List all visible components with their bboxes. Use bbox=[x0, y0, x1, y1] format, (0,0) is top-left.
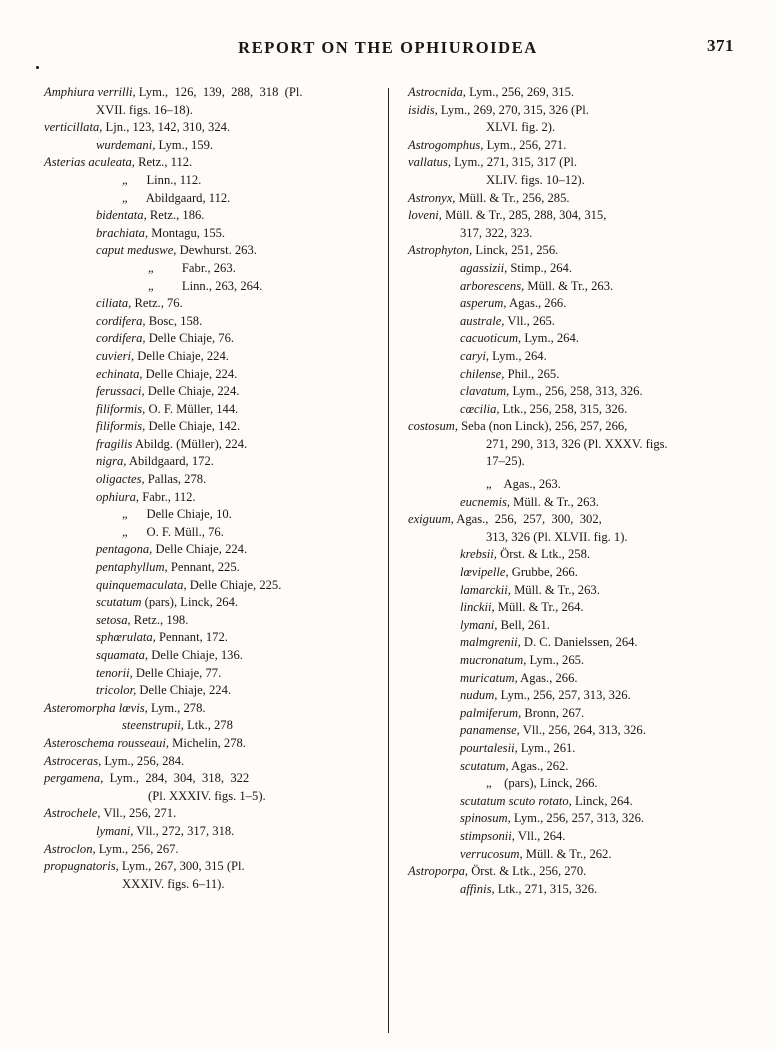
index-entry bbox=[96, 242, 384, 260]
index-entry-name: cordifera, bbox=[96, 313, 146, 328]
index-entry-refs: Lym., 264. bbox=[489, 348, 547, 363]
index-entry-refs: O. F. Müller, 144. bbox=[145, 401, 239, 416]
index-entry-name: spinosum, bbox=[460, 811, 511, 826]
index-entry-name: Astrophyton, bbox=[408, 243, 473, 258]
index-entry bbox=[96, 559, 384, 577]
index-entry-refs: Delle Chiaje, 224. bbox=[142, 366, 238, 381]
index-entry-refs: Lym., 271, 315, 317 (Pl. bbox=[451, 155, 577, 170]
index-entry-name: pentaphyllum, bbox=[96, 560, 168, 575]
index-entry-name: pourtalesii, bbox=[460, 740, 518, 755]
index-entry bbox=[44, 858, 384, 876]
index-entry-refs: „ Delle Chiaje, 10. bbox=[122, 507, 232, 522]
index-entry-refs: 317, 322, 323. bbox=[460, 225, 533, 240]
index-entry-refs: Örst. & Ltk., 258. bbox=[496, 547, 591, 562]
index-entry-name: eucnemis, bbox=[460, 494, 511, 509]
index-entry-refs: Lym., 261. bbox=[517, 740, 576, 755]
index-entry bbox=[44, 753, 384, 771]
index-entry-refs: Lym., 159. bbox=[155, 137, 214, 152]
index-entry-refs: Lym., 256, 271. bbox=[483, 137, 567, 152]
index-entry-name: cœcilia, bbox=[460, 401, 500, 416]
index-entry-refs: Lym., 256, 267. bbox=[95, 841, 179, 856]
index-entry-refs: Lym., 284, 304, 318, 322 bbox=[103, 771, 250, 786]
index-entry-name: wurdemani, bbox=[96, 137, 156, 152]
index-entry-name: pentagona, bbox=[96, 542, 153, 557]
index-entry bbox=[44, 119, 384, 137]
index-entry-name: cordifera, bbox=[96, 331, 146, 346]
index-entry-name: filiformis, bbox=[96, 419, 146, 434]
index-entry-name: Astroclon, bbox=[44, 841, 96, 856]
index-entry-refs: Müll. & Tr., 285, 288, 304, 315, bbox=[441, 208, 607, 223]
index-entry-name: oligactes, bbox=[96, 472, 145, 487]
index-entry-refs: Abildg. (Müller), 224. bbox=[132, 436, 248, 451]
index-entry bbox=[460, 617, 748, 635]
index-entry bbox=[44, 84, 384, 102]
index-entry-name: krebsii, bbox=[460, 547, 497, 562]
index-entry-refs: Linck, 251, 256. bbox=[472, 243, 559, 258]
index-entry bbox=[122, 876, 384, 894]
index-entry-name: scutatum bbox=[96, 595, 142, 610]
index-entry bbox=[408, 190, 748, 208]
index-entry bbox=[408, 207, 748, 225]
index-entry-refs: Ltk., 278 bbox=[183, 718, 233, 733]
index-entry-refs: Pennant, 172. bbox=[155, 630, 228, 645]
index-entry bbox=[408, 418, 748, 436]
index-entry-refs: Pallas, 278. bbox=[144, 472, 207, 487]
index-entry bbox=[148, 260, 384, 278]
index-entry bbox=[460, 564, 748, 582]
index-entry bbox=[44, 770, 384, 788]
index-entry-refs: 313, 326 (Pl. XLVII. fig. 1). bbox=[486, 529, 628, 544]
index-entry bbox=[96, 453, 384, 471]
index-entry-refs: Retz., 112. bbox=[134, 155, 193, 170]
index-entry bbox=[408, 137, 748, 155]
index-entry-refs: „ (pars), Linck, 266. bbox=[486, 776, 598, 791]
index-entry bbox=[122, 524, 384, 542]
index-entry bbox=[96, 225, 384, 243]
index-entry bbox=[96, 823, 384, 841]
index-entry bbox=[460, 670, 748, 688]
index-entry-refs: „ Abildgaard, 112. bbox=[122, 190, 231, 205]
index-entry-refs: Lym., 256, 284. bbox=[101, 753, 185, 768]
index-entry-refs: Michelin, 278. bbox=[169, 735, 246, 750]
index-entry-name: mucronatum, bbox=[460, 653, 527, 667]
index-entry-refs: Vll., 256, 271. bbox=[100, 806, 177, 821]
index-entry bbox=[122, 190, 384, 208]
index-entry-refs: Vll., 264. bbox=[514, 828, 566, 843]
index-entry bbox=[486, 436, 748, 454]
index-entry bbox=[486, 529, 748, 547]
index-entry-refs: Bronn, 267. bbox=[521, 705, 585, 720]
index-entry bbox=[460, 793, 748, 811]
index-entry bbox=[486, 476, 748, 494]
index-entry bbox=[460, 546, 748, 564]
index-entry-name: lymani, bbox=[460, 617, 498, 632]
index-entry bbox=[96, 313, 384, 331]
index-entry bbox=[122, 172, 384, 190]
index-entry bbox=[460, 634, 748, 652]
index-entry-refs: Linck, 264. bbox=[571, 793, 633, 808]
index-entry bbox=[460, 810, 748, 828]
page-header bbox=[0, 38, 776, 58]
index-entry bbox=[44, 841, 384, 859]
index-entry bbox=[460, 494, 748, 512]
index-entry-refs: Örst. & Ltk., 256, 270. bbox=[468, 864, 587, 879]
index-entry-name: caput meduswe, bbox=[96, 243, 177, 258]
index-entry-refs: Retz., 76. bbox=[131, 296, 183, 311]
index-entry-name: propugnatoris, bbox=[44, 859, 119, 874]
index-entry-name: cuvieri, bbox=[96, 348, 135, 363]
page-number: 371 bbox=[707, 36, 734, 55]
index-entry bbox=[460, 846, 748, 864]
index-entry-refs: (Pl. XXXIV. figs. 1–5). bbox=[148, 788, 266, 803]
index-entry-refs: Lym., 278. bbox=[147, 700, 206, 715]
index-entry-name: australe, bbox=[460, 313, 505, 328]
index-entry bbox=[96, 594, 384, 612]
index-entry-name: Astroceras, bbox=[44, 753, 102, 768]
index-entry-name: palmiferum, bbox=[460, 705, 522, 720]
index-entry bbox=[460, 348, 748, 366]
index-entry-name: fragilis bbox=[96, 436, 133, 451]
index-entry-refs: „ Linn., 263, 264. bbox=[148, 278, 263, 293]
index-entry-name: Astroporpa, bbox=[408, 864, 469, 879]
index-entry-name: caryi, bbox=[460, 348, 490, 363]
index-entry-name: malmgrenii, bbox=[460, 635, 521, 650]
index-entry bbox=[460, 260, 748, 278]
index-entry-refs: Fabr., 112. bbox=[139, 489, 196, 504]
right-column bbox=[408, 84, 748, 898]
index-entry bbox=[122, 506, 384, 524]
index-entry-refs: Müll. & Tr., 256, 285. bbox=[455, 190, 570, 205]
index-entry-refs: Lym., 264. bbox=[521, 331, 579, 346]
index-entry bbox=[96, 401, 384, 419]
index-entry-refs: Agas., 266. bbox=[517, 670, 578, 685]
index-entry-name: clavatum, bbox=[460, 384, 510, 399]
index-entry-refs: Lym., 265. bbox=[526, 653, 585, 667]
index-entry bbox=[44, 154, 384, 172]
index-entry bbox=[96, 102, 384, 120]
index-entry-refs: Agas., 256, 257, 300, 302, bbox=[453, 512, 602, 527]
index-entry bbox=[96, 295, 384, 313]
index-entry-name: costosum, bbox=[408, 419, 459, 434]
margin-dot-icon bbox=[36, 66, 39, 69]
index-entry-name: cacuoticum, bbox=[460, 331, 522, 346]
index-entry bbox=[408, 84, 748, 102]
index-entry bbox=[460, 687, 748, 705]
index-entry bbox=[96, 541, 384, 559]
index-entry bbox=[96, 629, 384, 647]
index-entry bbox=[96, 207, 384, 225]
index-entry-name: scutatum scuto rotato, bbox=[460, 793, 572, 808]
index-entry-refs: D. C. Danielssen, 264. bbox=[520, 635, 638, 650]
index-entry bbox=[460, 401, 748, 419]
index-entry-name: bidentata, bbox=[96, 208, 147, 223]
index-entry-name: arborescens, bbox=[460, 278, 525, 293]
index-entry bbox=[486, 119, 748, 137]
index-entry-refs: Lym., 267, 300, 315 (Pl. bbox=[118, 859, 245, 874]
index-entry bbox=[148, 788, 384, 806]
index-entry-name: exiguum, bbox=[408, 512, 454, 527]
index-entry-name: tricolor, bbox=[96, 683, 137, 698]
index-columns bbox=[0, 84, 776, 1034]
index-entry-refs: Lym., 256, 258, 313, 326. bbox=[509, 384, 643, 399]
index-entry-name: isidis, bbox=[408, 102, 438, 117]
index-entry-refs: Lym., 256, 269, 315. bbox=[465, 85, 575, 99]
index-entry-name: Asterias aculeata, bbox=[44, 155, 135, 170]
index-entry bbox=[96, 418, 384, 436]
index-entry-name: ophiura, bbox=[96, 489, 140, 504]
index-entry-name: squamata, bbox=[96, 648, 149, 662]
index-entry-refs: Vll., 272, 317, 318. bbox=[133, 823, 235, 838]
left-column bbox=[44, 84, 384, 893]
index-entry-refs: XLIV. figs. 10–12). bbox=[486, 172, 585, 187]
index-entry-refs: XLVI. fig. 2). bbox=[486, 120, 556, 135]
running-title: REPORT ON THE OPHIUROIDEA bbox=[238, 38, 538, 57]
index-entry-name: verrucosum, bbox=[460, 846, 523, 861]
index-entry-name: scutatum, bbox=[460, 758, 509, 773]
index-entry bbox=[460, 383, 748, 401]
index-entry-refs: Montagu, 155. bbox=[148, 225, 226, 240]
index-entry bbox=[460, 652, 748, 670]
index-entry bbox=[96, 137, 384, 155]
index-entry-name: Asteroschema rousseaui, bbox=[44, 735, 169, 750]
index-entry-name: lœvipelle, bbox=[460, 565, 509, 580]
index-entry bbox=[408, 154, 748, 172]
index-entry-name: loveni, bbox=[408, 208, 442, 223]
index-entry-refs: Vll., 265. bbox=[504, 313, 555, 328]
index-entry-refs: „ O. F. Müll., 76. bbox=[122, 524, 224, 539]
index-entry-refs: Bell, 261. bbox=[497, 617, 550, 632]
index-entry-refs: Delle Chiaje, 77. bbox=[132, 665, 222, 680]
index-entry-refs: 17–25). bbox=[486, 454, 525, 469]
index-entry bbox=[96, 471, 384, 489]
index-entry-name: muricatum, bbox=[460, 670, 518, 685]
index-entry-refs: Grubbe, 266. bbox=[508, 565, 578, 580]
index-entry-name: agassizii, bbox=[460, 260, 508, 275]
index-entry-refs: XXXIV. figs. 6–11). bbox=[122, 876, 225, 891]
index-entry bbox=[460, 582, 748, 600]
index-entry-name: Astrocnida, bbox=[408, 85, 466, 99]
index-entry-name: panamense, bbox=[460, 723, 520, 738]
index-entry-name: lamarckii, bbox=[460, 582, 511, 597]
index-entry bbox=[96, 489, 384, 507]
index-entry-name: chilense, bbox=[460, 366, 505, 381]
index-entry bbox=[460, 225, 748, 243]
index-entry-refs: Müll. & Tr., 262. bbox=[522, 846, 612, 861]
index-entry-name: stimpsonii, bbox=[460, 828, 515, 843]
index-entry-name: Astrochele, bbox=[44, 806, 101, 821]
index-entry bbox=[122, 717, 384, 735]
index-entry-refs: Lym., 269, 270, 315, 326 (Pl. bbox=[437, 102, 589, 117]
index-entry-refs: Retz., 198. bbox=[130, 612, 189, 627]
index-entry-refs: Lym., 126, 139, 288, 318 (Pl. bbox=[135, 85, 303, 99]
index-entry-refs: Seba (non Linck), 256, 257, 266, bbox=[458, 419, 628, 434]
index-entry bbox=[96, 383, 384, 401]
index-entry-refs: 271, 290, 313, 326 (Pl. XXXV. figs. bbox=[486, 436, 668, 451]
index-entry bbox=[460, 366, 748, 384]
index-entry bbox=[96, 366, 384, 384]
index-entry bbox=[44, 700, 384, 718]
index-entry bbox=[408, 242, 748, 260]
index-entry-refs: Müll. & Tr., 264. bbox=[494, 600, 584, 615]
index-entry bbox=[96, 612, 384, 630]
index-entry-refs: „ Fabr., 263. bbox=[148, 260, 236, 275]
index-entry-refs: Lym., 256, 257, 313, 326. bbox=[510, 811, 645, 826]
index-entry bbox=[44, 735, 384, 753]
index-entry-name: Astronyx, bbox=[408, 190, 456, 205]
index-entry bbox=[486, 775, 748, 793]
index-entry-refs: Müll. & Tr., 263. bbox=[524, 278, 614, 293]
index-entry bbox=[460, 705, 748, 723]
index-entry-refs: Dewhurst. 263. bbox=[176, 243, 257, 258]
index-entry bbox=[96, 436, 384, 454]
index-entry-refs: Agas., 266. bbox=[506, 296, 567, 311]
index-entry bbox=[486, 453, 748, 471]
index-entry-name: ciliata, bbox=[96, 296, 132, 311]
index-entry bbox=[486, 172, 748, 190]
index-entry bbox=[96, 577, 384, 595]
index-entry-name: asperum, bbox=[460, 296, 507, 311]
index-entry-name: nudum, bbox=[460, 688, 498, 703]
index-entry bbox=[96, 682, 384, 700]
index-entry bbox=[96, 348, 384, 366]
index-entry-refs: Retz., 186. bbox=[146, 208, 205, 223]
index-entry-name: filiformis, bbox=[96, 401, 146, 416]
index-entry-name: affinis, bbox=[460, 881, 495, 896]
index-entry-refs: Delle Chiaje, 76. bbox=[145, 331, 235, 346]
index-entry-name: Asteromorpha lœvis, bbox=[44, 700, 148, 715]
index-entry bbox=[460, 828, 748, 846]
index-entry bbox=[460, 758, 748, 776]
index-entry-refs: Delle Chiaje, 224. bbox=[152, 542, 248, 557]
index-entry-refs: Lym., 256, 257, 313, 326. bbox=[497, 688, 631, 703]
index-entry-refs: „ Linn., 112. bbox=[122, 172, 202, 187]
index-entry-refs: Delle Chiaje, 224. bbox=[144, 384, 240, 399]
index-entry bbox=[96, 330, 384, 348]
index-entry-refs: Vll., 256, 264, 313, 326. bbox=[519, 723, 646, 738]
index-entry bbox=[460, 295, 748, 313]
index-entry-refs: Delle Chiaje, 224. bbox=[134, 348, 229, 363]
index-entry bbox=[460, 330, 748, 348]
index-entry-name: quinquemaculata, bbox=[96, 577, 187, 592]
index-entry bbox=[460, 881, 748, 899]
index-entry-name: nigra, bbox=[96, 454, 127, 469]
index-entry-refs: Delle Chiaje, 142. bbox=[145, 419, 241, 434]
index-entry-refs: Ltk., 256, 258, 315, 326. bbox=[499, 401, 628, 416]
index-entry-name: Astrogomphus, bbox=[408, 137, 484, 152]
index-entry-refs: Delle Chiaje, 136. bbox=[148, 648, 243, 662]
index-entry-refs: Müll. & Tr., 263. bbox=[510, 494, 599, 509]
index-entry-refs: Agas., 262. bbox=[508, 758, 569, 773]
index-entry bbox=[460, 313, 748, 331]
index-entry-name: verticillata, bbox=[44, 120, 103, 135]
index-entry-refs: Delle Chiaje, 224. bbox=[136, 683, 232, 698]
index-entry-name: brachiata, bbox=[96, 225, 149, 240]
index-entry bbox=[44, 805, 384, 823]
index-entry bbox=[408, 102, 748, 120]
index-entry-name: ferussaci, bbox=[96, 384, 145, 399]
index-entry bbox=[96, 647, 384, 665]
index-entry-refs: (pars), Linck, 264. bbox=[141, 595, 239, 610]
index-entry-name: Amphiura verrilli, bbox=[44, 85, 136, 99]
index-entry-refs: „ Agas., 263. bbox=[486, 477, 561, 492]
index-entry-refs: Müll. & Tr., 263. bbox=[510, 582, 600, 597]
index-entry-refs: Bosc, 158. bbox=[145, 313, 203, 328]
index-entry bbox=[460, 278, 748, 296]
index-entry-name: echinata, bbox=[96, 366, 143, 381]
index-entry bbox=[408, 511, 748, 529]
index-entry-name: setosa, bbox=[96, 612, 131, 627]
index-entry bbox=[460, 740, 748, 758]
index-entry-name: sphœrulata, bbox=[96, 630, 156, 645]
index-entry bbox=[148, 278, 384, 296]
index-entry bbox=[460, 722, 748, 740]
index-entry-name: vallatus, bbox=[408, 155, 452, 170]
index-entry bbox=[96, 665, 384, 683]
index-entry-refs: Abildgaard, 172. bbox=[126, 454, 214, 469]
index-entry-name: pergamena, bbox=[44, 771, 104, 786]
index-entry-refs: Ljn., 123, 142, 310, 324. bbox=[102, 120, 231, 135]
index-entry-name: linckii, bbox=[460, 600, 495, 615]
index-entry bbox=[408, 863, 748, 881]
index-entry-refs: Ltk., 271, 315, 326. bbox=[494, 881, 598, 896]
index-entry-refs: Phil., 265. bbox=[504, 366, 560, 381]
index-entry-refs: XVII. figs. 16–18). bbox=[96, 102, 193, 117]
index-entry-refs: Pennant, 225. bbox=[167, 560, 240, 575]
index-entry-name: lymani, bbox=[96, 823, 134, 838]
index-entry-name: tenorii, bbox=[96, 665, 133, 680]
index-entry-name: steenstrupii, bbox=[122, 718, 184, 733]
index-entry bbox=[460, 599, 748, 617]
index-entry-refs: Delle Chiaje, 225. bbox=[186, 577, 282, 592]
index-entry-refs: Stimp., 264. bbox=[507, 260, 572, 275]
